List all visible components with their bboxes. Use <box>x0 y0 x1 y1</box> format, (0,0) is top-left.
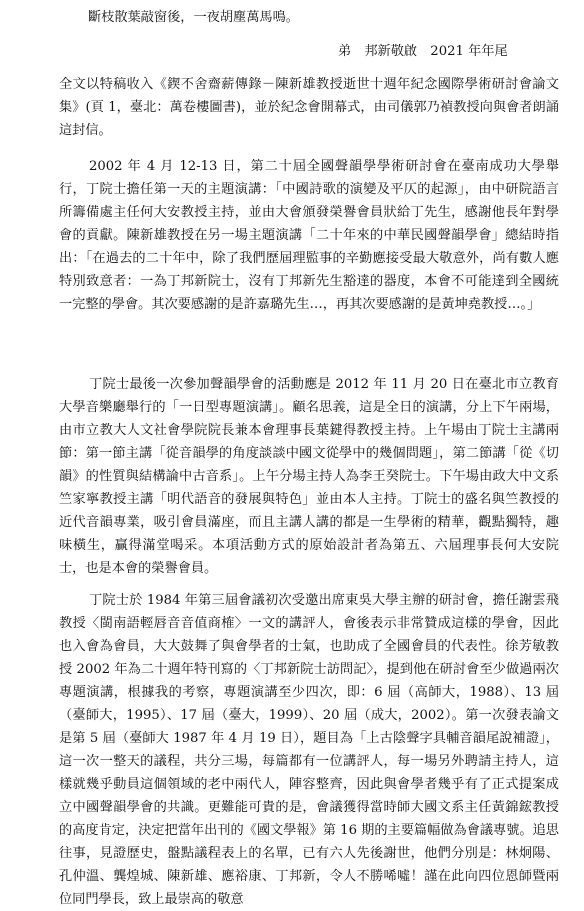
paragraph-1984-conference: 丁院士於 1984 年第三屆會議初次受邀出席東吳大學主辦的研討會，擔任謝雲飛教授〈閩南語輕唇音音值商榷〉一文的講評人，會後表示非常贊成這樣的學會，因此也入會為會員，大大鼓舞了與會學者的士氣，也助成了全國會員的代表性。徐芳敏教授 2002 年為二十週年特刊寫的〈丁邦新院士訪問記〉，提到他在研討會至少做過兩次專題演講，根據我的考察，專題演講至少四次，即：6 屆（高師大，1988）、13 屆（臺師大，1995）、17 屆（臺大，1999）、20 屆（成大，2002）。第一次發表論文是第 5 屆（臺師大 1987 年 4 月 19 日），題目為「上古陰聲字具輔音韻尾說補證」，這一次一整天的議程，共分三場，每篇都有一位講評人，每一場另外聘請主持人，這樣就幾乎動員這個領域的老中兩代人，陣容整齊，因此與會學者幾乎有了正式提案成立中國聲韻學會的共識。更難能可貴的是，會議獲得當時師大國文系主任黃錦鋐教授的高度肯定，決定把當年出刊的《國文學報》第 16 期的主要篇幅做為會議專號。追思往事，見證歷史，盤點議程表上的名單，已有六人先後謝世，他們分別是：林炯陽、孔仲溫、龔煌城、陳新雄、應裕康、丁邦新，令人不勝唏噓！謹在此向四位恩師暨兩位同門學長，致上最崇高的敬意 <box>59 593 559 907</box>
paragraph-2012-lecture: 丁院士最後一次參加聲韻學會的活動應是 2012 年 11 月 20 日在臺北市立教育大學音樂廳舉行的「一日型專題演講」。顧名思義，這是全日的演講，分上下午兩場，由市立教大人文社會學院院長兼本會理事長葉鍵得教授主持。上午場由丁院士主講兩節：第一節主講「從音韻學的角度談談中國文從學中的幾個問題」，第二節講「從《切韻》的性質與結構論中古音系」。上午分場主持人為李王癸院士。下午場由政大中文系竺家寧教授主講「明代語音的發展與特色」並由本人主持。丁院士的盛名與竺教授的近代音韻專業，吸引會員滿座，而且主講人講的都是一生學術的精華，觀點獨特，趣味橫生，贏得滿堂喝采。本項活動方式的原始設計者為第五、六屆理事長何大安院士，也是本會的榮譽會員。 <box>59 377 559 576</box>
paragraph-2002-conference: 2002 年 4 月 12-13 日，第二十屆全國聲韻學學術研討會在臺南成功大學舉行，丁院士擔任第一天的主題演講：「中國詩歌的演變及平仄的起源」，由中研院語言所籌備處主任何大安教授主持，並由大會頒發榮譽會員狀給丁先生，感謝他長年對學會的貢獻。陳新雄教授在另一場主題演講「二十年來的中華民國聲韻學會」總結時指出：「在過去的二十年中，除了我們歷屆理監事的辛勤應接受最大敬意外，尚有數人應特別致意者：一為丁邦新院士，沒有丁邦新先生豁達的器度，本會不可能達到全國統一完整的學會。其次要感謝的是許嘉璐先生…，再其次要感謝的是黃坤堯教授…。」 <box>59 159 559 312</box>
paragraph-publication-note: 全文以特稿收入《鍥不舍齋薪傳錄－陳新雄教授逝世十週年紀念國際學術研討會論文集》(頁 1，臺北：萬卷樓圖書)，並於紀念會開幕式，由司儀郭乃禎教授向與會者朗誦這封信。 <box>59 77 559 138</box>
letter-signature: 弟 邦新敬啟 2021 年年尾 <box>338 44 508 59</box>
poem-line: 斷枝散葉敲窗後，一夜胡塵萬馬鳴。 <box>88 10 299 25</box>
